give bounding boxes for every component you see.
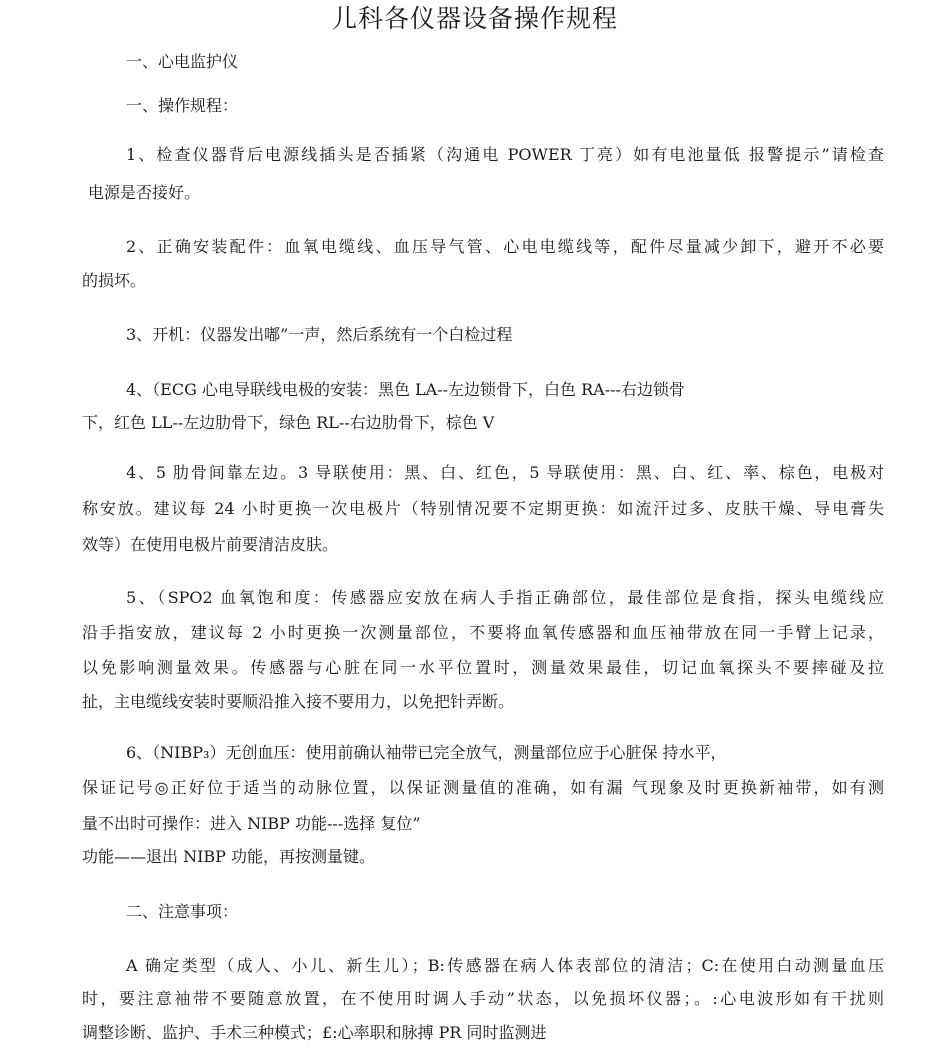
- paragraph-line: 量不出时可操作：进入 NIBP 功能---选择 复位”: [82, 814, 421, 833]
- paragraph-line: 以免影响测量效果。传感器与心脏在同一水平位置时，测量效果最佳，切记血氧探头不要摔碰及拉: [82, 658, 884, 677]
- document-title: 儿科各仪器设备操作规程: [331, 4, 618, 33]
- paragraph-line: 6、（NIBP₃）无创血压：使用前确认袖带已完全放气，测量部位应于心脏保 持水平，: [126, 743, 727, 762]
- paragraph-line: 的损坏。: [82, 271, 147, 290]
- paragraph-line: 4、（ECG 心电导联线电极的安装：黑色 LA--左边锁骨下，白色 RA---右边锁骨: [126, 380, 685, 399]
- paragraph-line: 电源是否接好。: [88, 183, 201, 202]
- paragraph-line: 功能——退出 NIBP 功能，再按测量键。: [82, 847, 376, 866]
- paragraph-line: 2、正确安装配件：血氧电缆线、血压导气管、心电电缆线等，配件尽量减少卸下，避开不必要: [126, 237, 884, 256]
- paragraph-line: 时，要注意袖带不要随意放置，在不使用时调人手动”状态，以免损坏仪器；。:心电波形如有干扰则: [82, 989, 884, 1008]
- paragraph-line: 称安放。建议每 24 小时更换一次电极片（特别情况要不定期更换：如流汗过多、皮肤干燥、导电膏失: [82, 499, 884, 518]
- section-heading: 二、注意事项：: [126, 902, 239, 921]
- paragraph-line: 下，红色 LL--左边肋骨下，绿色 RL--右边肋骨下，棕色 V: [82, 413, 495, 432]
- paragraph-line: 5、（SPO2 血氧饱和度：传感器应安放在病人手指正确部位，最佳部位是食指，探头电缆线应: [126, 588, 884, 607]
- paragraph-line: 1、检查仪器背后电源线插头是否插紧（沟通电 POWER 丁亮）如有电池量低 报警提示”请检查: [126, 145, 884, 164]
- paragraph-line: 沿手指安放，建议每 2 小时更换一次测量部位，不要将血氧传感器和血压袖带放在同一手臂上记录，: [82, 623, 884, 642]
- paragraph-line: 保证记号◎正好位于适当的动脉位置，以保证测量值的准确，如有漏 气现象及时更换新袖带，如有测: [82, 778, 884, 797]
- paragraph-line: A 确定类型（成人、小儿、新生儿）；B:传感器在病人体表部位的清洁；C:在使用白动测量血压: [126, 956, 884, 975]
- subsection-heading: 一、操作规程：: [126, 96, 239, 115]
- section-heading: 一、心电监护仪: [126, 52, 239, 71]
- paragraph-line: 调整诊断、监护、手术三种模式；£:心率职和脉搏 PR 同时监测进: [82, 1023, 547, 1042]
- paragraph-line: 扯，主电缆线安装时要顺沿推入接不要用力，以免把针弄断。: [82, 692, 515, 711]
- paragraph-line: 3、开机：仪器发出嘟”一声，然后系统有一个白检过程: [126, 325, 513, 344]
- paragraph-line: 效等）在使用电极片前要清洁皮肤。: [82, 535, 339, 554]
- paragraph-line: 4、5 肋骨间靠左边。3 导联使用：黑、白、红色，5 导联使用：黑、白、红、率、棕色，电极对: [126, 463, 884, 482]
